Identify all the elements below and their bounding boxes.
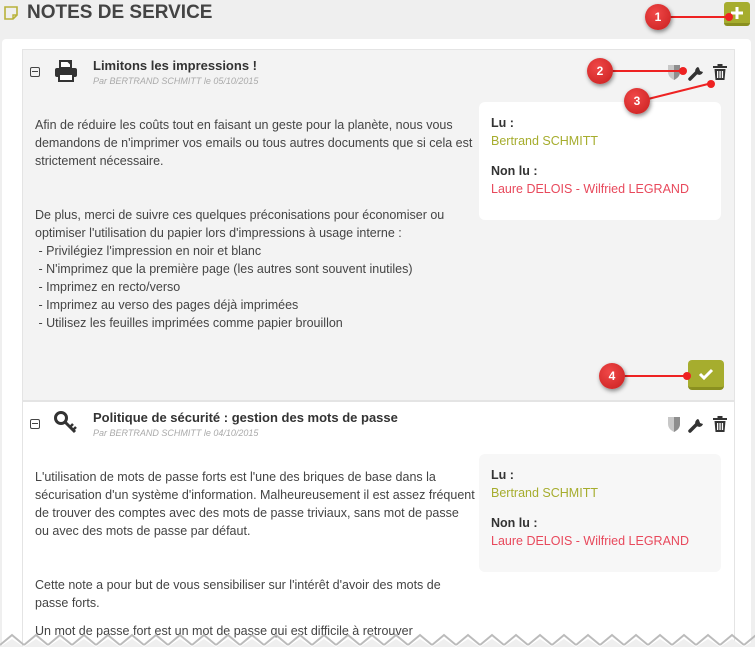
unread-label: Non lu : (491, 164, 538, 178)
callout-dot (679, 67, 687, 75)
list-item: - N'imprimez que la première page (les autres sont souvent inutiles) (35, 262, 413, 276)
page-title: NOTES DE SERVICE (27, 2, 213, 23)
note-actions (664, 62, 730, 82)
list-item: - Utilisez les feuilles imprimées comme papier brouillon (35, 316, 343, 330)
trash-icon[interactable] (710, 62, 730, 82)
read-label: Lu : (491, 468, 514, 482)
list-item: - Imprimez en recto/verso (35, 280, 181, 294)
read-status-box (479, 102, 721, 220)
read-names: Bertrand SCHMITT (491, 486, 598, 500)
callout-line (670, 16, 730, 18)
notes-panel (2, 39, 751, 647)
unread-names: Laure DELOIS - Wilfried LEGRAND (491, 182, 689, 196)
callout-dot (725, 13, 733, 21)
note-paragraph: L'utilisation de mots de passe forts est l'une des briques de base dans la sécurisation d'un système d'information. Malheureusement il est assez fréquent de trouver des comptes avec des mots de passe triviaux, sans mot de passe ou avec des mots de passe par défaut. (35, 470, 475, 538)
unread-names: Laure DELOIS - Wilfried LEGRAND (491, 534, 689, 548)
wrench-icon[interactable] (687, 414, 707, 434)
note-card (22, 401, 735, 647)
note-title: Limitons les impressions ! (93, 58, 257, 73)
note-actions (664, 414, 730, 434)
note-paragraph: Cette note a pour but de vous sensibiliser sur l'intérêt d'avoir des mots de passe forts. (35, 578, 441, 610)
note-meta: Par BERTRAND SCHMITT le 05/10/2015 (93, 76, 259, 86)
read-status-box (479, 454, 721, 572)
list-item: - Privilégiez l'impression en noir et blanc (35, 244, 262, 258)
torn-edge (0, 631, 755, 647)
wrench-icon[interactable] (687, 62, 707, 82)
key-icon (53, 410, 79, 436)
note-title: Politique de sécurité : gestion des mots de passe (93, 410, 398, 425)
read-label: Lu : (491, 116, 514, 130)
shield-icon[interactable] (664, 414, 684, 434)
callout-1: 1 (645, 4, 671, 30)
page-header (0, 0, 755, 36)
callout-3: 3 (624, 88, 650, 114)
callout-dot (683, 372, 691, 380)
trash-icon[interactable] (710, 414, 730, 434)
mark-read-button[interactable] (688, 360, 724, 390)
note-paragraph: De plus, merci de suivre ces quelques préconisations pour économiser ou optimiser l'utilisation du papier lors d'impressions à usage interne : (35, 208, 445, 240)
note-meta: Par BERTRAND SCHMITT le 04/10/2015 (93, 428, 259, 438)
note-body (35, 468, 475, 647)
note-paragraph: Afin de réduire les coûts tout en faisant un geste pour la planète, nous vous demandons de n'imprimer vos emails ou tous autres documents que si cela est strictement nécessaire. (35, 118, 473, 168)
note-body (35, 116, 475, 332)
collapse-icon[interactable] (30, 419, 40, 429)
callout-line (620, 375, 686, 377)
unread-label: Non lu : (491, 516, 538, 530)
callout-4: 4 (599, 363, 625, 389)
sticky-note-icon (4, 6, 18, 20)
callout-2: 2 (587, 58, 613, 84)
callout-dot (707, 80, 715, 88)
collapse-icon[interactable] (30, 67, 40, 77)
check-icon (698, 368, 714, 380)
callout-line (610, 70, 682, 72)
printer-icon (53, 58, 79, 84)
list-item: - Imprimez au verso des pages déjà imprimées (35, 298, 299, 312)
read-names: Bertrand SCHMITT (491, 134, 598, 148)
